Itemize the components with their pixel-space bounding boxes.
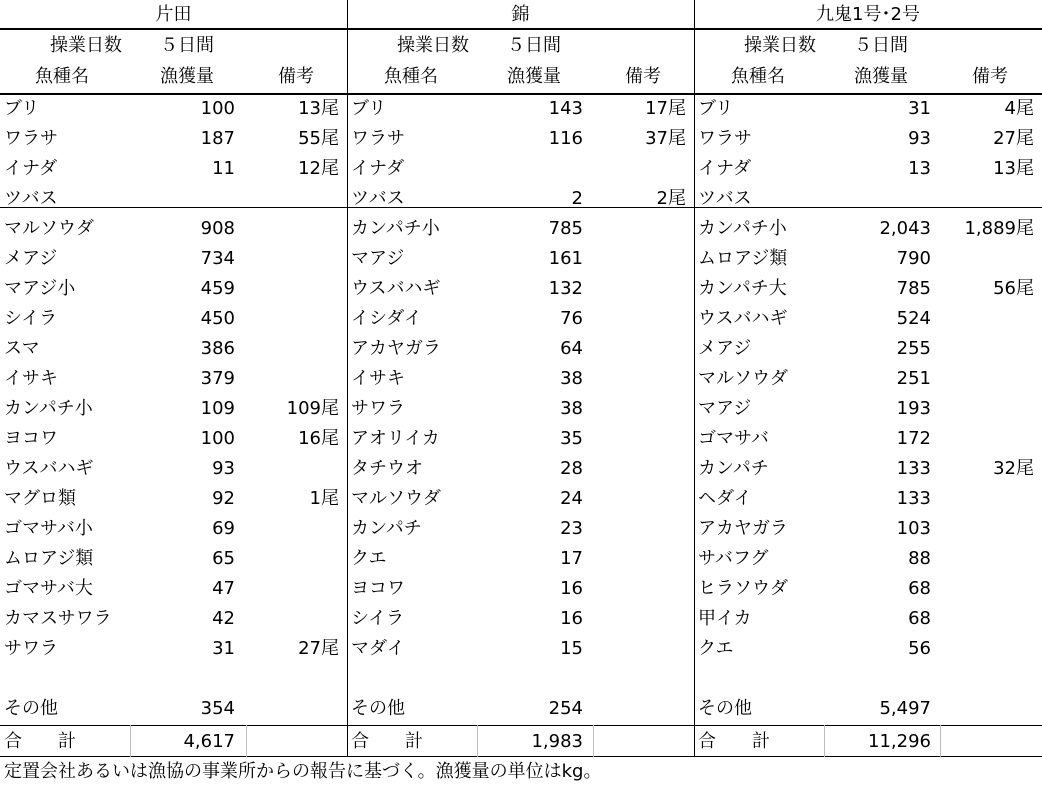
catch-amount: 28 — [560, 458, 583, 479]
table-row — [347, 364, 694, 394]
species-name: クエ — [351, 548, 387, 569]
catch-amount: 251 — [896, 368, 931, 389]
species-name: カマスサワラ — [4, 608, 112, 629]
total-label: 合 計 — [698, 731, 770, 752]
days-row — [347, 30, 694, 61]
species-name: ワラサ — [698, 128, 752, 149]
catch-amount: 47 — [212, 578, 235, 599]
days-row — [0, 30, 347, 61]
catch-amount: 133 — [896, 458, 931, 479]
catch-amount: 459 — [200, 278, 235, 299]
species-name: マアジ小 — [4, 278, 76, 299]
catch-note: 27尾 — [993, 128, 1034, 149]
table-row — [694, 544, 1042, 574]
species-rows — [347, 94, 694, 724]
catch-note: 13尾 — [298, 98, 339, 119]
table-row — [694, 394, 1042, 424]
species-name: イナダ — [351, 158, 405, 179]
footnote: 定置会社あるいは漁協の事業所からの報告に基づく。漁獲量の単位はkg。 — [4, 761, 602, 782]
table-row — [347, 124, 694, 154]
catch-amount: 38 — [560, 368, 583, 389]
col-catch-header: 漁獲量 — [854, 66, 908, 87]
catch-amount: 5,497 — [879, 698, 931, 719]
total-row — [694, 725, 1042, 757]
table-row — [0, 394, 347, 424]
site-title: 片田 — [0, 0, 347, 30]
site-kuki — [694, 0, 1042, 757]
catch-amount: 172 — [896, 428, 931, 449]
table-row — [694, 184, 1042, 214]
species-name: クエ — [698, 638, 734, 659]
species-name: 甲イカ — [698, 608, 752, 629]
species-name: カンパチ — [351, 518, 422, 539]
total-value: 11,296 — [868, 731, 931, 752]
catch-amount: 15 — [560, 638, 583, 659]
species-name: サワラ — [4, 638, 58, 659]
catch-amount: 133 — [896, 488, 931, 509]
species-name: サワラ — [351, 398, 405, 419]
catch-amount: 908 — [200, 218, 235, 239]
table-row — [0, 484, 347, 514]
table-row — [694, 154, 1042, 184]
table-row — [0, 514, 347, 544]
species-name: サバフグ — [698, 548, 769, 569]
table-row — [0, 334, 347, 364]
table-row — [694, 574, 1042, 604]
table-row — [0, 544, 347, 574]
catch-amount: 785 — [548, 218, 583, 239]
catch-amount: 734 — [200, 248, 235, 269]
species-name: ウスバハギ — [4, 458, 94, 479]
catch-amount: 16 — [560, 578, 583, 599]
catch-note: 32尾 — [993, 458, 1034, 479]
species-name: ブリ — [4, 98, 40, 119]
species-name: カンパチ大 — [698, 278, 787, 299]
species-name: イサキ — [351, 368, 405, 389]
catch-amount: 254 — [548, 698, 583, 719]
catch-amount: 92 — [212, 488, 235, 509]
table-row — [694, 664, 1042, 694]
table-row — [0, 304, 347, 334]
table-row — [694, 604, 1042, 634]
table-row — [347, 694, 694, 724]
species-name: シイラ — [4, 308, 58, 329]
table-row — [347, 214, 694, 244]
species-name: ヘダイ — [698, 488, 752, 509]
species-name: ブリ — [698, 98, 734, 119]
species-rows — [694, 94, 1042, 724]
table-row — [347, 664, 694, 694]
table-row — [0, 124, 347, 154]
table-row — [347, 604, 694, 634]
catch-amount: 16 — [560, 608, 583, 629]
catch-amount: 68 — [908, 578, 931, 599]
species-name: その他 — [351, 698, 405, 719]
catch-amount: 386 — [200, 338, 235, 359]
species-name: タチウオ — [351, 458, 423, 479]
catch-amount: 103 — [896, 518, 931, 539]
catch-amount: 23 — [560, 518, 583, 539]
species-name: ゴマサバ — [698, 428, 769, 449]
table-row — [694, 334, 1042, 364]
table-row — [694, 694, 1042, 724]
catch-amount: 35 — [560, 428, 583, 449]
table-row — [0, 364, 347, 394]
catch-amount: 100 — [200, 98, 235, 119]
table-row — [347, 574, 694, 604]
col-note-header: 備考 — [625, 66, 661, 87]
catch-amount: 69 — [212, 518, 235, 539]
table-row — [0, 184, 347, 214]
table-row — [0, 634, 347, 664]
table-row — [694, 274, 1042, 304]
site-nishiki — [347, 0, 694, 757]
table-row — [347, 634, 694, 664]
catch-amount: 38 — [560, 398, 583, 419]
catch-amount: 193 — [896, 398, 931, 419]
catch-note: 17尾 — [645, 98, 686, 119]
catch-amount: 56 — [908, 638, 931, 659]
species-name: ゴマサバ大 — [4, 578, 93, 599]
species-name: マルソウダ — [698, 368, 788, 389]
col-species-header: 魚種名 — [384, 66, 438, 87]
table-row — [0, 604, 347, 634]
catch-amount: 116 — [548, 128, 583, 149]
total-value: 1,983 — [531, 731, 583, 752]
species-name: ムロアジ類 — [4, 548, 94, 569]
species-name: イナダ — [4, 158, 58, 179]
table-row — [0, 574, 347, 604]
total-label: 合 計 — [351, 731, 423, 752]
table-row — [694, 634, 1042, 664]
catch-amount: 354 — [200, 698, 235, 719]
catch-amount: 785 — [896, 278, 931, 299]
species-name: その他 — [698, 698, 752, 719]
col-note-header: 備考 — [972, 66, 1008, 87]
species-name: ツバス — [4, 188, 58, 209]
catch-amount: 93 — [908, 128, 931, 149]
table-row — [347, 514, 694, 544]
table-row — [0, 214, 347, 244]
catch-note: 12尾 — [298, 158, 339, 179]
catch-note: 13尾 — [993, 158, 1034, 179]
table-row — [347, 244, 694, 274]
catch-amount: 11 — [212, 158, 235, 179]
column-headers — [347, 61, 694, 92]
table-row — [0, 94, 347, 124]
catch-note: 37尾 — [645, 128, 686, 149]
catch-amount: 450 — [200, 308, 235, 329]
species-name: メアジ — [698, 338, 752, 359]
table-row — [347, 334, 694, 364]
days-label: 操業日数 — [50, 35, 122, 56]
species-name: カンパチ小 — [351, 218, 440, 239]
col-species-header: 魚種名 — [35, 66, 89, 87]
total-row — [347, 725, 694, 757]
days-value: ５日間 — [854, 35, 908, 56]
species-name: ツバス — [698, 188, 752, 209]
catch-amount: 132 — [548, 278, 583, 299]
days-value: ５日間 — [507, 35, 561, 56]
catch-amount: 17 — [560, 548, 583, 569]
days-row — [694, 30, 1042, 61]
table-row — [347, 154, 694, 184]
species-name: イサキ — [4, 368, 58, 389]
species-name: ヨコワ — [4, 428, 58, 449]
species-name: マルソウダ — [4, 218, 94, 239]
table-row — [0, 454, 347, 484]
species-name: マダイ — [351, 638, 405, 659]
column-headers — [694, 61, 1042, 92]
table-row — [694, 454, 1042, 484]
species-name: ツバス — [351, 188, 405, 209]
species-name: ワラサ — [351, 128, 405, 149]
table-row — [0, 154, 347, 184]
catch-amount: 65 — [212, 548, 235, 569]
days-label: 操業日数 — [397, 35, 469, 56]
col-note-header: 備考 — [278, 66, 314, 87]
catch-note: 109尾 — [286, 398, 339, 419]
table-row — [694, 424, 1042, 454]
table-row — [347, 184, 694, 214]
site-katada — [0, 0, 347, 757]
catch-note: 56尾 — [993, 278, 1034, 299]
catch-note: 4尾 — [1004, 98, 1034, 119]
col-species-header: 魚種名 — [731, 66, 785, 87]
catch-amount: 100 — [200, 428, 235, 449]
catch-amount: 143 — [548, 98, 583, 119]
species-name: ウスバハギ — [351, 278, 441, 299]
species-name: マグロ類 — [4, 488, 76, 509]
days-value: ５日間 — [160, 35, 214, 56]
catch-note: 16尾 — [298, 428, 339, 449]
species-name: その他 — [4, 698, 58, 719]
table-row — [694, 124, 1042, 154]
table-row — [0, 664, 347, 694]
species-name: シイラ — [351, 608, 405, 629]
table-row — [347, 394, 694, 424]
col-catch-header: 漁獲量 — [160, 66, 214, 87]
catch-amount: 524 — [896, 308, 931, 329]
species-name: ヒラソウダ — [698, 578, 788, 599]
site-title: 九鬼1号･2号 — [694, 0, 1042, 30]
catch-amount: 187 — [200, 128, 235, 149]
table-row — [694, 214, 1042, 244]
table-row — [694, 514, 1042, 544]
site-title: 錦 — [347, 0, 694, 30]
table-row — [694, 244, 1042, 274]
total-value: 4,617 — [183, 731, 235, 752]
species-name: マアジ — [351, 248, 405, 269]
catch-amount: 88 — [908, 548, 931, 569]
species-name: マルソウダ — [351, 488, 441, 509]
catch-amount: 109 — [200, 398, 235, 419]
species-name: カンパチ小 — [698, 218, 787, 239]
catch-amount: 42 — [212, 608, 235, 629]
catch-amount: 31 — [908, 98, 931, 119]
catch-note: 1,889尾 — [964, 218, 1034, 239]
catch-amount: 161 — [548, 248, 583, 269]
catch-note: 55尾 — [298, 128, 339, 149]
catch-amount: 93 — [212, 458, 235, 479]
catch-note: 1尾 — [309, 488, 339, 509]
species-name: アカヤガラ — [351, 338, 441, 359]
species-name: カンパチ — [698, 458, 769, 479]
species-rows — [0, 94, 347, 724]
catch-amount: 790 — [896, 248, 931, 269]
catch-amount: 76 — [560, 308, 583, 329]
species-name: マアジ — [698, 398, 752, 419]
species-name: カンパチ小 — [4, 398, 93, 419]
species-name: ムロアジ類 — [698, 248, 788, 269]
species-name: ヨコワ — [351, 578, 405, 599]
column-headers — [0, 61, 347, 92]
table-row — [694, 484, 1042, 514]
table-row — [0, 424, 347, 454]
table-row — [347, 274, 694, 304]
species-name: ゴマサバ小 — [4, 518, 93, 539]
species-name: アオリイカ — [351, 428, 440, 449]
catch-amount: 379 — [200, 368, 235, 389]
catch-note: 2尾 — [656, 188, 686, 209]
table-row — [347, 544, 694, 574]
table-row — [0, 274, 347, 304]
catch-amount: 2 — [571, 188, 583, 209]
table-row — [694, 94, 1042, 124]
catch-amount: 64 — [560, 338, 583, 359]
species-name: アカヤガラ — [698, 518, 788, 539]
catch-amount: 13 — [908, 158, 931, 179]
species-name: スマ — [4, 338, 40, 359]
table-row — [347, 424, 694, 454]
species-name: ウスバハギ — [698, 308, 788, 329]
total-row — [0, 725, 347, 757]
table-row — [347, 484, 694, 514]
col-catch-header: 漁獲量 — [507, 66, 561, 87]
species-name: イナダ — [698, 158, 752, 179]
total-label: 合 計 — [4, 731, 76, 752]
catch-amount: 68 — [908, 608, 931, 629]
table-row — [0, 694, 347, 724]
catch-amount: 24 — [560, 488, 583, 509]
catch-amount: 2,043 — [879, 218, 931, 239]
table-row — [347, 304, 694, 334]
table-row — [347, 94, 694, 124]
table-row — [694, 364, 1042, 394]
catch-amount: 31 — [212, 638, 235, 659]
table-row — [0, 244, 347, 274]
catch-note: 27尾 — [298, 638, 339, 659]
species-name: ブリ — [351, 98, 387, 119]
days-label: 操業日数 — [744, 35, 816, 56]
table-row — [694, 304, 1042, 334]
species-name: ワラサ — [4, 128, 58, 149]
species-name: メアジ — [4, 248, 58, 269]
catch-amount: 255 — [896, 338, 931, 359]
species-name: イシダイ — [351, 308, 422, 329]
table-row — [347, 454, 694, 484]
